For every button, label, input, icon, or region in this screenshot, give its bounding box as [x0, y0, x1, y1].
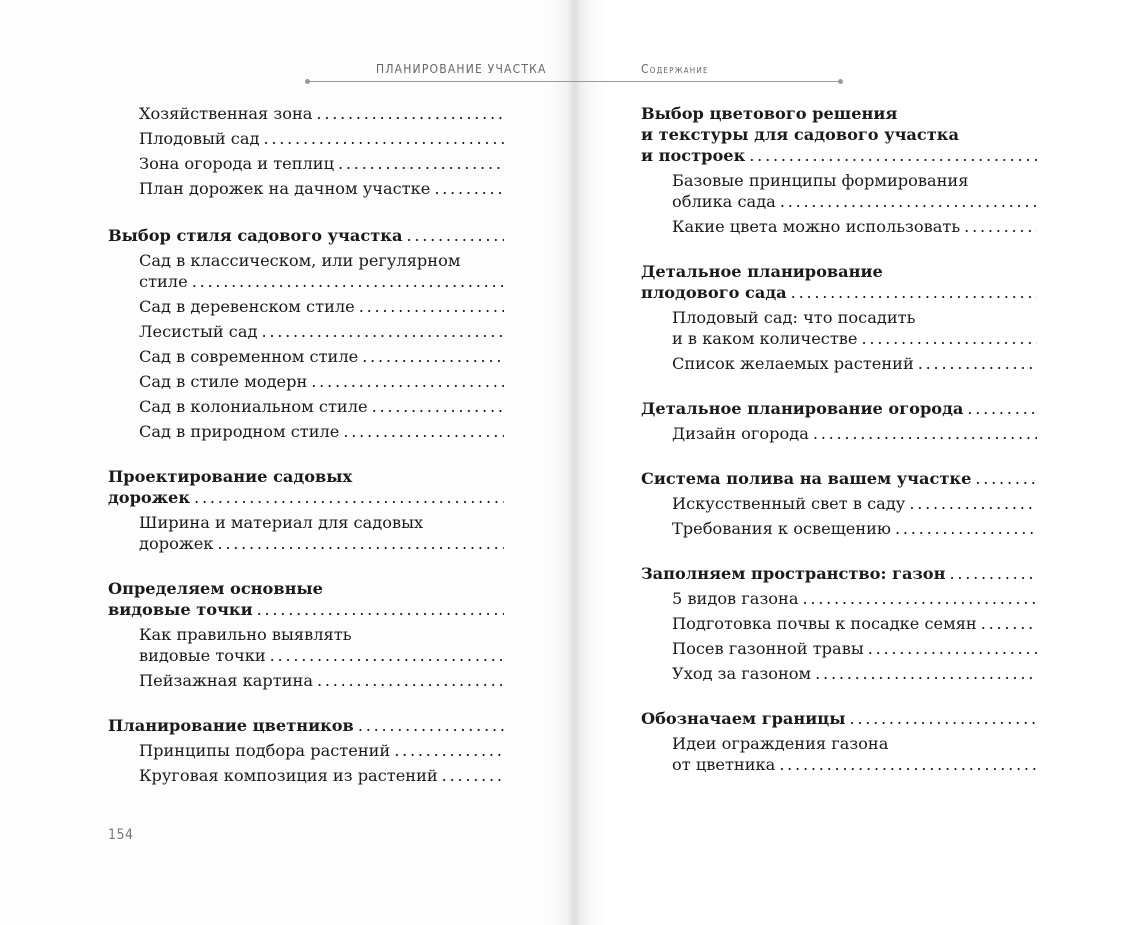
- entry-title-text: Сад в современном стиле: [139, 347, 359, 366]
- entry-title: [672, 588, 1037, 609]
- entry-title-text: Требования к освещению: [672, 519, 891, 538]
- section-title: [641, 103, 1037, 124]
- entry-title-text: Сад в деревенском стиле: [139, 297, 355, 316]
- entry-title-text: Плодовый сад: [139, 129, 260, 148]
- toc-entry: [641, 307, 1037, 349]
- entry-title: [139, 346, 504, 367]
- entry-title: [139, 271, 504, 292]
- dot-leader: [971, 468, 1037, 489]
- toc-section: [108, 466, 504, 554]
- dot-leader: [188, 271, 504, 292]
- section-title-text: Обозначаем границы: [641, 709, 846, 728]
- entry-title-text: Лесистый сад: [139, 322, 258, 341]
- entry-title-text: Сад в колониальном стиле: [139, 397, 368, 416]
- toc-entry: [108, 296, 504, 317]
- dot-leader: [809, 423, 1037, 444]
- toc-entry: [108, 396, 504, 417]
- toc-entry: [108, 103, 504, 124]
- section-title: [108, 578, 504, 599]
- dot-leader: [313, 670, 504, 691]
- entry-title-text: Зона огорода и теплиц: [139, 154, 335, 173]
- entry-title: [139, 128, 504, 149]
- toc-section: [641, 563, 1037, 684]
- entry-title: [139, 296, 504, 317]
- entry-title-text: Пейзажная картина: [139, 671, 313, 690]
- section-title-text: Система полива на вашем участке: [641, 469, 972, 488]
- section-title-text: Проектирование садовых: [108, 467, 353, 486]
- toc-section: [108, 103, 504, 199]
- running-header-left: ПЛАНИРОВАНИЕ УЧАСТКА: [376, 62, 547, 76]
- toc-section: [641, 468, 1037, 539]
- toc-section: [641, 708, 1037, 775]
- entry-title-text: Подготовка почвы к посадке семян: [672, 614, 977, 633]
- dot-leader: [798, 588, 1037, 609]
- section-title-text: Заполняем пространство: газон: [641, 564, 946, 583]
- toc-entry: [108, 128, 504, 149]
- section-title-text: видовые точки: [108, 600, 253, 619]
- dot-leader: [390, 740, 504, 761]
- entry-title: [139, 670, 504, 691]
- toc-entry: [641, 353, 1037, 374]
- toc-entry: [641, 518, 1037, 539]
- toc-section: [641, 261, 1037, 374]
- dot-leader: [960, 216, 1037, 237]
- toc-left-column: [108, 103, 504, 810]
- dot-leader: [402, 225, 504, 246]
- dot-leader: [354, 715, 504, 736]
- dot-leader: [845, 708, 1037, 729]
- entry-title: [672, 328, 1037, 349]
- dot-leader: [914, 353, 1037, 374]
- dot-leader: [775, 754, 1037, 775]
- toc-section: [108, 225, 504, 442]
- entry-title: [139, 421, 504, 442]
- section-title: [108, 466, 504, 487]
- dot-leader: [977, 613, 1037, 634]
- dot-leader: [257, 321, 504, 342]
- section-title: [108, 599, 504, 620]
- section-title: [641, 708, 1037, 729]
- toc-right-column: [641, 103, 1037, 799]
- entry-title: [672, 170, 1037, 191]
- entry-title: [672, 191, 1037, 212]
- section-title: [108, 715, 504, 736]
- dot-leader: [745, 145, 1037, 166]
- dot-leader: [312, 103, 504, 124]
- entry-title-text: Как правильно выявлять: [139, 625, 352, 644]
- toc-entry: [108, 765, 504, 786]
- entry-title-text: Ширина и материал для садовых: [139, 513, 424, 532]
- dot-leader: [776, 191, 1037, 212]
- section-title-text: Детальное планирование: [641, 262, 883, 281]
- dot-leader: [190, 487, 504, 508]
- toc-entry: [108, 346, 504, 367]
- entry-title-text: стиле: [139, 272, 188, 291]
- section-title: [641, 282, 1037, 303]
- dot-leader: [787, 282, 1037, 303]
- toc-entry: [108, 250, 504, 292]
- toc-section: [108, 578, 504, 691]
- section-title: [641, 261, 1037, 282]
- entry-title: [139, 396, 504, 417]
- section-title: [108, 487, 504, 508]
- entry-title-text: дорожек: [139, 534, 214, 553]
- toc-entry: [641, 733, 1037, 775]
- entry-title-text: Список желаемых растений: [672, 354, 914, 373]
- entry-title-text: Какие цвета можно использовать: [672, 217, 961, 236]
- toc-section: [641, 398, 1037, 444]
- dot-leader: [358, 346, 504, 367]
- entry-title-text: от цветника: [672, 755, 776, 774]
- toc-entry: [108, 178, 504, 199]
- entry-title-text: видовые точки: [139, 646, 266, 665]
- entry-title: [672, 353, 1037, 374]
- toc-entry: [108, 624, 504, 666]
- entry-title: [139, 533, 504, 554]
- entry-title-text: и в каком количестве: [672, 329, 858, 348]
- entry-title: [672, 518, 1037, 539]
- entry-title: [672, 733, 1037, 754]
- entry-title: [139, 740, 504, 761]
- section-title-text: плодового сада: [641, 283, 787, 302]
- section-title: [641, 145, 1037, 166]
- entry-title: [139, 371, 504, 392]
- entry-title: [139, 321, 504, 342]
- toc-entry: [108, 371, 504, 392]
- entry-title-text: Сад в природном стиле: [139, 422, 340, 441]
- dot-leader: [334, 153, 504, 174]
- entry-title: [672, 493, 1037, 514]
- entry-title-text: Идеи ограждения газона: [672, 734, 889, 753]
- dot-leader: [339, 421, 504, 442]
- dot-leader: [430, 178, 504, 199]
- section-title-text: Выбор стиля садового участка: [108, 226, 403, 245]
- header-rule: [308, 81, 840, 82]
- toc-section: [641, 103, 1037, 237]
- entry-title: [139, 250, 504, 271]
- entry-title: [672, 307, 1037, 328]
- toc-entry: [641, 493, 1037, 514]
- section-title: [108, 225, 504, 246]
- dot-leader: [438, 765, 504, 786]
- toc-entry: [641, 170, 1037, 212]
- toc-entry: [108, 321, 504, 342]
- entry-title-text: Дизайн огорода: [672, 424, 809, 443]
- section-title-text: Планирование цветников: [108, 716, 354, 735]
- entry-title: [672, 663, 1037, 684]
- section-title: [641, 398, 1037, 419]
- dot-leader: [945, 563, 1037, 584]
- dot-leader: [858, 328, 1038, 349]
- entry-title-text: Посев газонной травы: [672, 639, 864, 658]
- dot-leader: [253, 599, 504, 620]
- dot-leader: [307, 371, 504, 392]
- entry-title: [672, 613, 1037, 634]
- running-header-right: Содержание: [641, 62, 709, 76]
- toc-section: [108, 715, 504, 786]
- dot-leader: [811, 663, 1037, 684]
- section-title: [641, 468, 1037, 489]
- entry-title-text: Сад в классическом, или регулярном: [139, 251, 461, 270]
- toc-entry: [641, 663, 1037, 684]
- dot-leader: [355, 296, 504, 317]
- entry-title: [672, 638, 1037, 659]
- section-title-text: Определяем основные: [108, 579, 323, 598]
- entry-title-text: Плодовый сад: что посадить: [672, 308, 916, 327]
- entry-title-text: Базовые принципы формирования: [672, 171, 969, 190]
- section-title-text: Выбор цветового решения: [641, 104, 898, 123]
- entry-title-text: Принципы подбора растений: [139, 741, 391, 760]
- toc-entry: [641, 588, 1037, 609]
- entry-title-text: 5 видов газона: [672, 589, 799, 608]
- dot-leader: [368, 396, 504, 417]
- dot-leader: [905, 493, 1037, 514]
- toc-entry: [641, 638, 1037, 659]
- entry-title-text: Круговая композиция из растений: [139, 766, 438, 785]
- entry-title-text: Уход за газоном: [672, 664, 812, 683]
- toc-entry: [108, 153, 504, 174]
- entry-title: [139, 624, 504, 645]
- entry-title-text: Сад в стиле модерн: [139, 372, 308, 391]
- entry-title-text: Искусственный свет в саду: [672, 494, 906, 513]
- entry-title: [672, 216, 1037, 237]
- toc-entry: [641, 216, 1037, 237]
- entry-title-text: облика сада: [672, 192, 776, 211]
- entry-title: [139, 153, 504, 174]
- entry-title: [672, 423, 1037, 444]
- dot-leader: [213, 533, 504, 554]
- toc-entry: [108, 512, 504, 554]
- section-title-text: и текстуры для садового участка: [641, 125, 959, 144]
- toc-entry: [641, 613, 1037, 634]
- entry-title: [139, 512, 504, 533]
- entry-title: [139, 178, 504, 199]
- toc-entry: [108, 670, 504, 691]
- section-title: [641, 563, 1037, 584]
- page-number: 154: [108, 827, 134, 843]
- dot-leader: [864, 638, 1037, 659]
- entry-title: [139, 103, 504, 124]
- dot-leader: [266, 645, 504, 666]
- toc-entry: [108, 740, 504, 761]
- toc-entry: [108, 421, 504, 442]
- entry-title-text: План дорожек на дачном участке: [139, 179, 431, 198]
- dot-leader: [963, 398, 1037, 419]
- section-title-text: и построек: [641, 146, 746, 165]
- entry-title: [139, 765, 504, 786]
- entry-title-text: Хозяйственная зона: [139, 104, 313, 123]
- section-title-text: дорожек: [108, 488, 191, 507]
- section-title: [641, 124, 1037, 145]
- section-title-text: Детальное планирование огорода: [641, 399, 964, 418]
- dot-leader: [259, 128, 504, 149]
- entry-title: [672, 754, 1037, 775]
- dot-leader: [891, 518, 1037, 539]
- toc-entry: [641, 423, 1037, 444]
- entry-title: [139, 645, 504, 666]
